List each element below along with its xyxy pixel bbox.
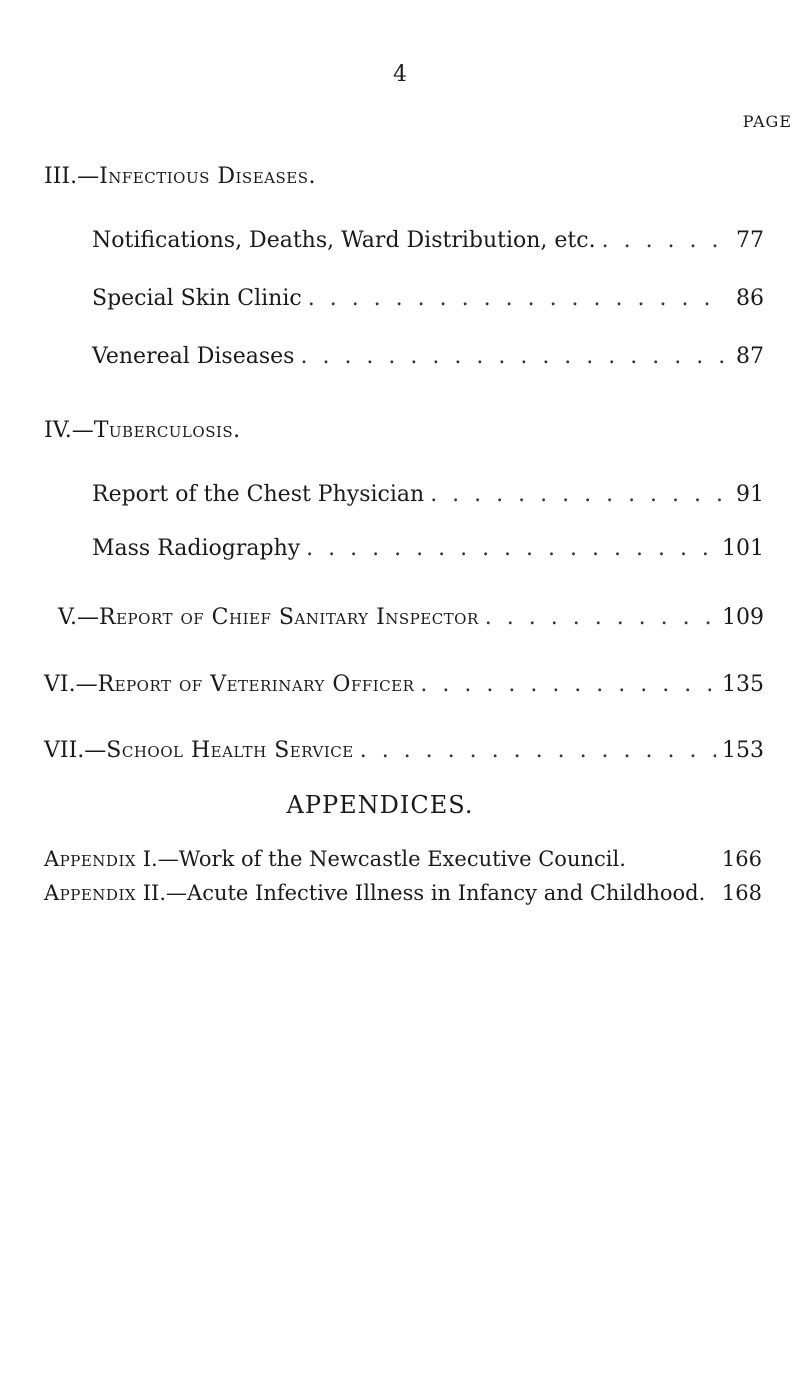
appendix-numeral: I. [142, 847, 158, 871]
dot-leader [300, 344, 724, 369]
appendix-page: 166 [721, 847, 762, 871]
toc-entry-page: 101 [722, 536, 764, 561]
page-number: 4 [393, 62, 407, 87]
appendix-entry [44, 881, 762, 905]
appendix-dash: — [166, 881, 188, 905]
section-heading-iii [44, 164, 316, 189]
toc-entry-page: 86 [736, 286, 764, 311]
toc-entry [92, 482, 764, 507]
entry-dash: — [84, 738, 107, 763]
appendix-label [44, 881, 705, 905]
toc-entry-label: Mass Radiography [92, 536, 301, 561]
entry-numeral: VII. [44, 738, 85, 763]
dot-leader [306, 536, 716, 561]
dot-leader [485, 605, 716, 630]
appendix-prefix: Appendix [44, 847, 137, 871]
toc-entry-label: Special Skin Clinic [92, 286, 302, 311]
appendix-text: Work of the Newcastle Executive Council. [178, 847, 626, 871]
toc-entry-label: Venereal Diseases [92, 344, 295, 369]
dot-leader [360, 738, 716, 763]
appendix-page: 168 [721, 881, 762, 905]
toc-entry [92, 536, 764, 561]
toc-entry-label: Notifications, Deaths, Ward Distribution, etc. [92, 228, 596, 253]
toc-entry-page: 87 [736, 344, 764, 369]
entry-numeral: V. [58, 605, 78, 630]
section-title: Tuberculosis. [93, 418, 241, 443]
main-entry-label [44, 672, 414, 697]
section-dash: — [77, 164, 100, 189]
main-entry-vii [44, 738, 764, 763]
section-title: Infectious Diseases. [99, 164, 316, 189]
toc-entry-label: Report of the Chest Physician [92, 482, 425, 507]
main-entry-label [58, 605, 479, 630]
dot-leader [602, 228, 724, 253]
dot-leader [308, 286, 724, 311]
main-entry-page: 153 [722, 738, 764, 763]
main-entry-page: 109 [722, 605, 764, 630]
toc-entry [92, 286, 764, 311]
entry-title: School Health Service [106, 738, 354, 763]
main-entry-page: 135 [722, 672, 764, 697]
appendix-prefix: Appendix [44, 881, 137, 905]
appendix-entry [44, 847, 762, 871]
appendix-text: Acute Infective Illness in Infancy and Childhood. [187, 881, 706, 905]
appendix-label [44, 847, 626, 871]
dot-leader [430, 482, 724, 507]
section-numeral: III. [44, 164, 78, 189]
toc-entry [92, 344, 764, 369]
dot-leader [420, 672, 716, 697]
toc-entry-page: 91 [736, 482, 764, 507]
appendix-numeral: II. [142, 881, 167, 905]
entry-title: Report of Veterinary Officer [97, 672, 415, 697]
page-column-label: PAGE [742, 112, 792, 131]
section-heading-iv [44, 418, 241, 443]
main-entry-label [44, 738, 354, 763]
entry-numeral: VI. [44, 672, 76, 697]
main-entry-v [58, 605, 764, 630]
main-entry-vi [44, 672, 764, 697]
entry-dash: — [77, 605, 100, 630]
appendix-dash: — [157, 847, 179, 871]
entry-dash: — [75, 672, 98, 697]
appendices-heading: APPENDICES. [286, 791, 474, 819]
entry-title: Report of Chief Sanitary Inspector [99, 605, 479, 630]
section-numeral: IV. [44, 418, 72, 443]
toc-entry-page: 77 [736, 228, 764, 253]
section-dash: — [71, 418, 94, 443]
toc-entry [92, 228, 764, 253]
